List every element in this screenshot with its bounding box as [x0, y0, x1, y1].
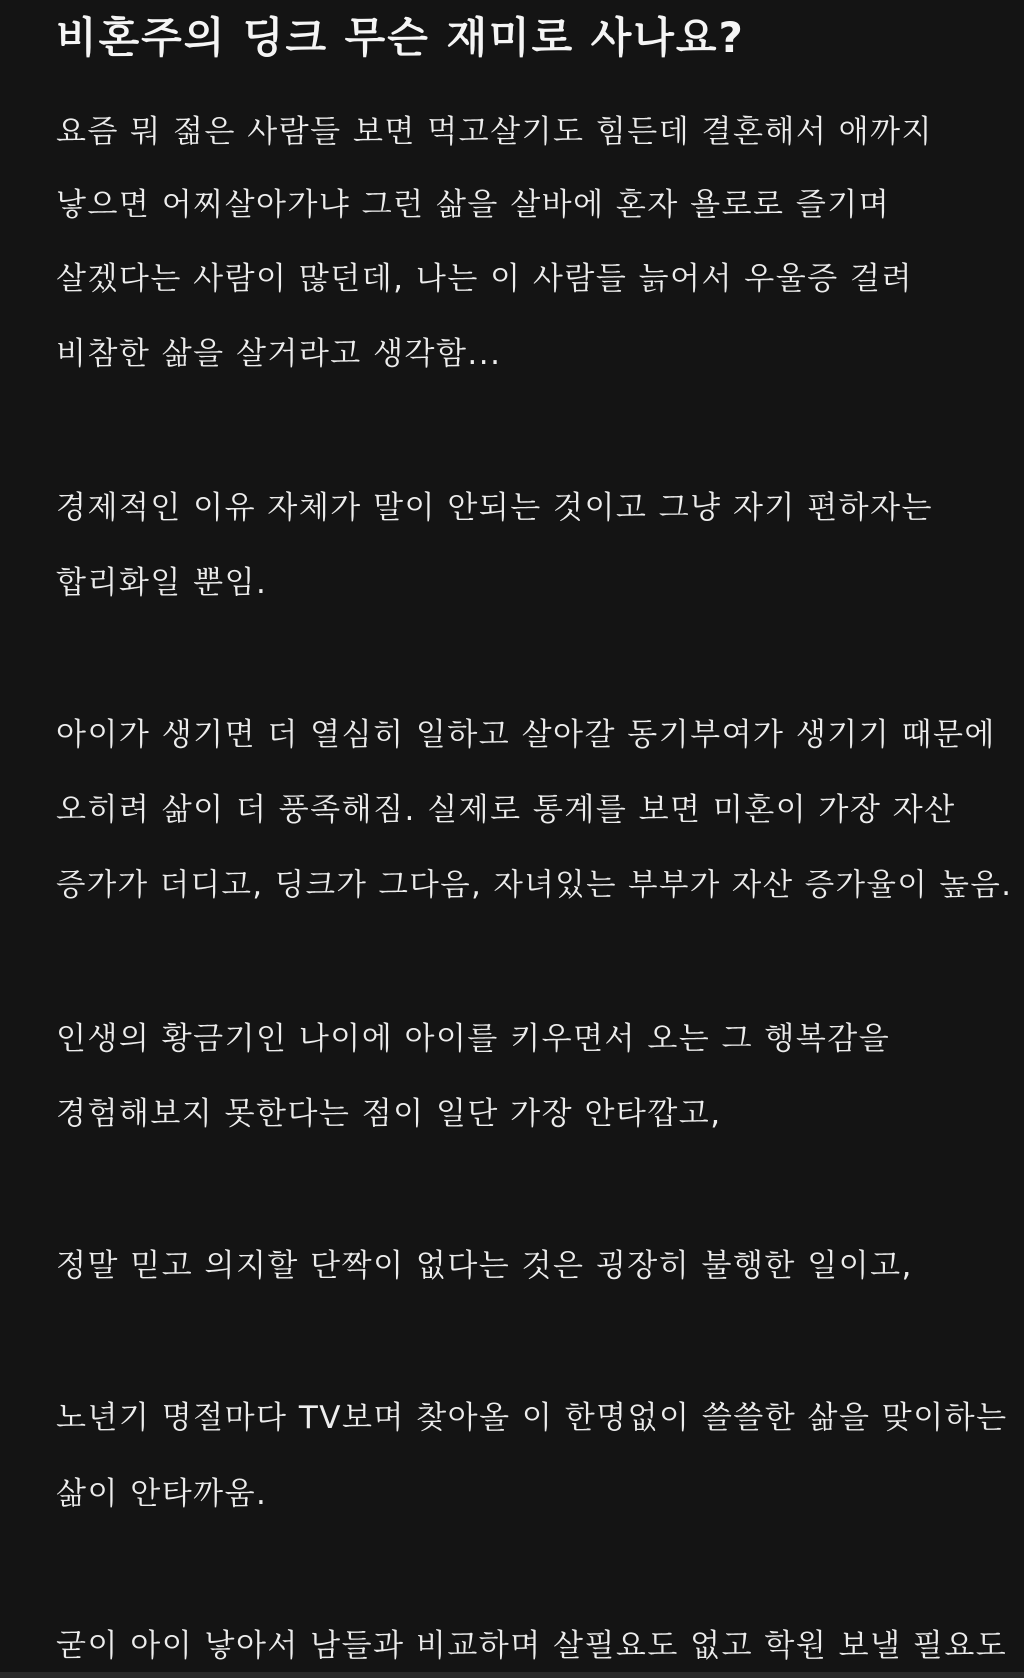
text-line: 아이가 생기면 더 열심히 일하고 살아갈 동기부여가 생기기 때문에 — [56, 717, 996, 753]
text-line: 비참한 삶을 살거라고 생각함... — [56, 336, 502, 372]
text-line: 살겠다는 사람이 많던데, 나는 이 사람들 늙어서 우울증 걸려 — [56, 261, 913, 297]
text-line: 경험해보지 못한다는 점이 일단 가장 안타깝고, — [56, 1096, 722, 1132]
text-line: 노년기 명절마다 TV보며 찾아올 이 한명없이 쓸쓸한 삶을 맞이하는 — [56, 1400, 1008, 1436]
text-line: 요즘 뭐 젊은 사람들 보면 먹고살기도 힘든데 결혼해서 애까지 — [56, 114, 933, 150]
post-title: 비혼주의 딩크 무슨 재미로 사나요? — [56, 13, 745, 62]
text-line: 낳으면 어찌살아가냐 그런 삶을 살바에 혼자 욜로로 즐기며 — [56, 187, 891, 223]
text-line: 오히려 삶이 더 풍족해짐. 실제로 통계를 보면 미혼이 가장 자산 — [56, 792, 956, 828]
text-line: 증가가 더디고, 딩크가 그다음, 자녀있는 부부가 자산 증가율이 높음. — [56, 868, 1013, 903]
text-line: 경제적인 이유 자체가 말이 안되는 것이고 그냥 자기 편하자는 — [56, 490, 933, 526]
text-line: 정말 믿고 의지할 단짝이 없다는 것은 굉장히 불행한 일이고, — [56, 1248, 913, 1284]
text-line: 합리화일 뿐임. — [56, 565, 268, 601]
bottom-divider — [0, 1672, 1024, 1678]
text-line: 인생의 황금기인 나이에 아이를 키우면서 오는 그 행복감을 — [56, 1021, 891, 1057]
text-line: 삶이 안타까움. — [56, 1476, 268, 1512]
text-line: 굳이 아이 낳아서 남들과 비교하며 살필요도 없고 학원 보낼 필요도 — [56, 1628, 1008, 1664]
